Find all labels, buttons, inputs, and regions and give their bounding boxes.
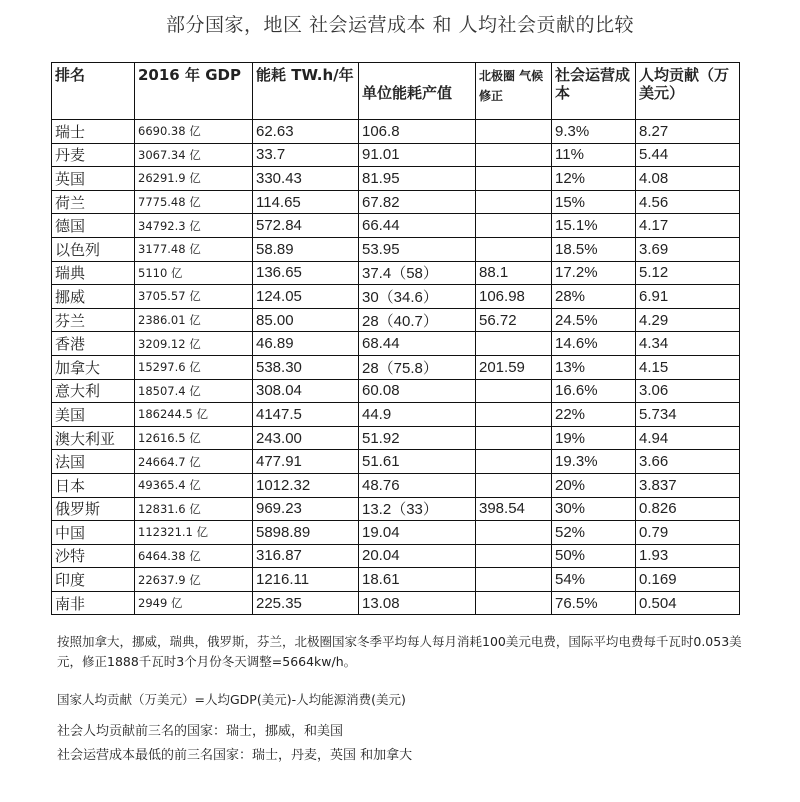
contribution-cell: 4.17 [636, 214, 740, 238]
note-arctic: 按照加拿大，挪威，瑞典，俄罗斯，芬兰，北极圈国家冬季平均每人每月消耗100美元电费，国际平均电费每千瓦时0.053美元，修正1888千瓦时3个月份冬天调整=5664kw/h。 [57, 634, 742, 669]
arctic-cell [476, 426, 552, 450]
comparison-table [51, 62, 740, 615]
energy-cell: 330.43 [253, 167, 359, 191]
table-row [52, 261, 740, 285]
unit-output-cell: 13.08 [359, 591, 476, 615]
contribution-cell: 4.08 [636, 167, 740, 191]
table-row [52, 497, 740, 521]
gdp-cell: 3177.48 亿 [135, 237, 253, 261]
energy-cell: 114.65 [253, 190, 359, 214]
unit-output-cell: 66.44 [359, 214, 476, 238]
unit-output-cell: 53.95 [359, 237, 476, 261]
arctic-cell [476, 143, 552, 167]
gdp-cell: 22637.9 亿 [135, 568, 253, 592]
energy-cell: 62.63 [253, 120, 359, 144]
table-row [52, 143, 740, 167]
gdp-cell: 7775.48 亿 [135, 190, 253, 214]
contribution-cell: 0.504 [636, 591, 740, 615]
contribution-cell: 8.27 [636, 120, 740, 144]
energy-cell: 225.35 [253, 591, 359, 615]
gdp-cell: 3209.12 亿 [135, 332, 253, 356]
contribution-cell: 1.93 [636, 544, 740, 568]
arctic-cell [476, 167, 552, 191]
unit-output-cell: 37.4（58） [359, 261, 476, 285]
arctic-cell [476, 591, 552, 615]
country-cell: 南非 [52, 591, 135, 615]
table-row [52, 450, 740, 474]
unit-output-cell: 20.04 [359, 544, 476, 568]
notes [57, 632, 747, 766]
gdp-cell: 3067.34 亿 [135, 143, 253, 167]
cost-cell: 15% [552, 190, 636, 214]
unit-output-cell: 67.82 [359, 190, 476, 214]
country-cell: 中国 [52, 521, 135, 545]
unit-output-cell: 51.92 [359, 426, 476, 450]
unit-output-cell: 51.61 [359, 450, 476, 474]
contribution-cell: 6.91 [636, 285, 740, 309]
gdp-cell: 12831.6 亿 [135, 497, 253, 521]
country-cell: 加拿大 [52, 355, 135, 379]
country-cell: 丹麦 [52, 143, 135, 167]
energy-cell: 1012.32 [253, 473, 359, 497]
table-row [52, 167, 740, 191]
contribution-cell: 0.169 [636, 568, 740, 592]
gdp-cell: 26291.9 亿 [135, 167, 253, 191]
table-row [52, 379, 740, 403]
cost-cell: 11% [552, 143, 636, 167]
cost-cell: 12% [552, 167, 636, 191]
cost-cell: 30% [552, 497, 636, 521]
table-row [52, 521, 740, 545]
contribution-cell: 4.15 [636, 355, 740, 379]
arctic-cell [476, 568, 552, 592]
gdp-cell: 15297.6 亿 [135, 355, 253, 379]
country-cell: 瑞士 [52, 120, 135, 144]
table-row [52, 214, 740, 238]
gdp-cell: 18507.4 亿 [135, 379, 253, 403]
arctic-cell [476, 379, 552, 403]
contribution-cell: 4.94 [636, 426, 740, 450]
header-contribution: 人均贡献（万美元） [636, 63, 740, 120]
unit-output-cell: 81.95 [359, 167, 476, 191]
note-formula: 国家人均贡献（万美元）=人均GDP(美元)-人均能源消费(美元) [57, 692, 406, 707]
energy-cell: 5898.89 [253, 521, 359, 545]
table-row [52, 237, 740, 261]
country-cell: 挪威 [52, 285, 135, 309]
contribution-cell: 0.826 [636, 497, 740, 521]
table-row [52, 568, 740, 592]
gdp-cell: 12616.5 亿 [135, 426, 253, 450]
country-cell: 日本 [52, 473, 135, 497]
arctic-cell: 56.72 [476, 308, 552, 332]
table-row [52, 308, 740, 332]
arctic-cell [476, 544, 552, 568]
gdp-cell: 6464.38 亿 [135, 544, 253, 568]
gdp-cell: 6690.38 亿 [135, 120, 253, 144]
energy-cell: 33.7 [253, 143, 359, 167]
gdp-cell: 49365.4 亿 [135, 473, 253, 497]
cost-cell: 15.1% [552, 214, 636, 238]
table-row [52, 426, 740, 450]
gdp-cell: 2949 亿 [135, 591, 253, 615]
energy-cell: 243.00 [253, 426, 359, 450]
gdp-cell: 3705.57 亿 [135, 285, 253, 309]
country-cell: 瑞典 [52, 261, 135, 285]
arctic-cell: 106.98 [476, 285, 552, 309]
table-row [52, 544, 740, 568]
gdp-cell: 24664.7 亿 [135, 450, 253, 474]
country-cell: 美国 [52, 403, 135, 427]
table-row [52, 403, 740, 427]
note-lowest-cost: 社会运营成本最低的前三名国家：瑞士，丹麦，英国 和加拿大 [57, 748, 413, 763]
table-row [52, 355, 740, 379]
unit-output-cell: 68.44 [359, 332, 476, 356]
cost-cell: 13% [552, 355, 636, 379]
cost-cell: 19.3% [552, 450, 636, 474]
arctic-cell [476, 473, 552, 497]
cost-cell: 22% [552, 403, 636, 427]
arctic-cell [476, 450, 552, 474]
gdp-cell: 34792.3 亿 [135, 214, 253, 238]
table-row [52, 332, 740, 356]
header-unit-output: 单位能耗产值 [359, 63, 476, 120]
cost-cell: 76.5% [552, 591, 636, 615]
cost-cell: 50% [552, 544, 636, 568]
arctic-cell [476, 237, 552, 261]
contribution-cell: 3.69 [636, 237, 740, 261]
cost-cell: 9.3% [552, 120, 636, 144]
country-cell: 法国 [52, 450, 135, 474]
country-cell: 印度 [52, 568, 135, 592]
country-cell: 英国 [52, 167, 135, 191]
unit-output-cell: 91.01 [359, 143, 476, 167]
contribution-cell: 3.837 [636, 473, 740, 497]
energy-cell: 124.05 [253, 285, 359, 309]
cost-cell: 54% [552, 568, 636, 592]
cost-cell: 16.6% [552, 379, 636, 403]
contribution-cell: 0.79 [636, 521, 740, 545]
cost-cell: 28% [552, 285, 636, 309]
header-cost: 社会运营成本 [552, 63, 636, 120]
arctic-cell: 398.54 [476, 497, 552, 521]
contribution-cell: 5.12 [636, 261, 740, 285]
table-row [52, 473, 740, 497]
table-row [52, 120, 740, 144]
arctic-cell [476, 214, 552, 238]
contribution-cell: 4.34 [636, 332, 740, 356]
table-row [52, 591, 740, 615]
country-cell: 荷兰 [52, 190, 135, 214]
unit-output-cell: 60.08 [359, 379, 476, 403]
arctic-cell: 88.1 [476, 261, 552, 285]
country-cell: 沙特 [52, 544, 135, 568]
arctic-cell [476, 120, 552, 144]
gdp-cell: 2386.01 亿 [135, 308, 253, 332]
cost-cell: 52% [552, 521, 636, 545]
unit-output-cell: 106.8 [359, 120, 476, 144]
cost-cell: 14.6% [552, 332, 636, 356]
contribution-cell: 3.66 [636, 450, 740, 474]
gdp-cell: 5110 亿 [135, 261, 253, 285]
contribution-cell: 5.734 [636, 403, 740, 427]
arctic-cell: 201.59 [476, 355, 552, 379]
header-rank: 排名 [52, 63, 135, 120]
energy-cell: 969.23 [253, 497, 359, 521]
country-cell: 意大利 [52, 379, 135, 403]
cost-cell: 17.2% [552, 261, 636, 285]
energy-cell: 538.30 [253, 355, 359, 379]
table-header-row [52, 63, 740, 120]
unit-output-cell: 18.61 [359, 568, 476, 592]
energy-cell: 46.89 [253, 332, 359, 356]
table-row [52, 285, 740, 309]
arctic-cell [476, 521, 552, 545]
cost-cell: 19% [552, 426, 636, 450]
contribution-cell: 4.56 [636, 190, 740, 214]
contribution-cell: 4.29 [636, 308, 740, 332]
unit-output-cell: 28（40.7） [359, 308, 476, 332]
energy-cell: 1216.11 [253, 568, 359, 592]
country-cell: 俄罗斯 [52, 497, 135, 521]
energy-cell: 572.84 [253, 214, 359, 238]
page-title: 部分国家，地区 社会运营成本 和 人均社会贡献的比较 [165, 14, 635, 36]
cost-cell: 24.5% [552, 308, 636, 332]
unit-output-cell: 30（34.6） [359, 285, 476, 309]
energy-cell: 4147.5 [253, 403, 359, 427]
energy-cell: 85.00 [253, 308, 359, 332]
gdp-cell: 186244.5 亿 [135, 403, 253, 427]
energy-cell: 136.65 [253, 261, 359, 285]
energy-cell: 58.89 [253, 237, 359, 261]
cost-cell: 18.5% [552, 237, 636, 261]
arctic-cell [476, 403, 552, 427]
header-gdp: 2016 年 GDP [135, 63, 253, 120]
unit-output-cell: 28（75.8） [359, 355, 476, 379]
unit-output-cell: 13.2（33） [359, 497, 476, 521]
cost-cell: 20% [552, 473, 636, 497]
country-cell: 芬兰 [52, 308, 135, 332]
note-top-contribution: 社会人均贡献前三名的国家：瑞士，挪威，和美国 [57, 724, 344, 739]
country-cell: 澳大利亚 [52, 426, 135, 450]
energy-cell: 477.91 [253, 450, 359, 474]
country-cell: 德国 [52, 214, 135, 238]
energy-cell: 316.87 [253, 544, 359, 568]
unit-output-cell: 44.9 [359, 403, 476, 427]
country-cell: 香港 [52, 332, 135, 356]
unit-output-cell: 19.04 [359, 521, 476, 545]
header-energy: 能耗 TW.h/年 [253, 63, 359, 120]
country-cell: 以色列 [52, 237, 135, 261]
energy-cell: 308.04 [253, 379, 359, 403]
table-row [52, 190, 740, 214]
gdp-cell: 112321.1 亿 [135, 521, 253, 545]
unit-output-cell: 48.76 [359, 473, 476, 497]
arctic-cell [476, 190, 552, 214]
header-arctic: 北极圈 气候修正 [476, 63, 552, 120]
contribution-cell: 3.06 [636, 379, 740, 403]
contribution-cell: 5.44 [636, 143, 740, 167]
arctic-cell [476, 332, 552, 356]
